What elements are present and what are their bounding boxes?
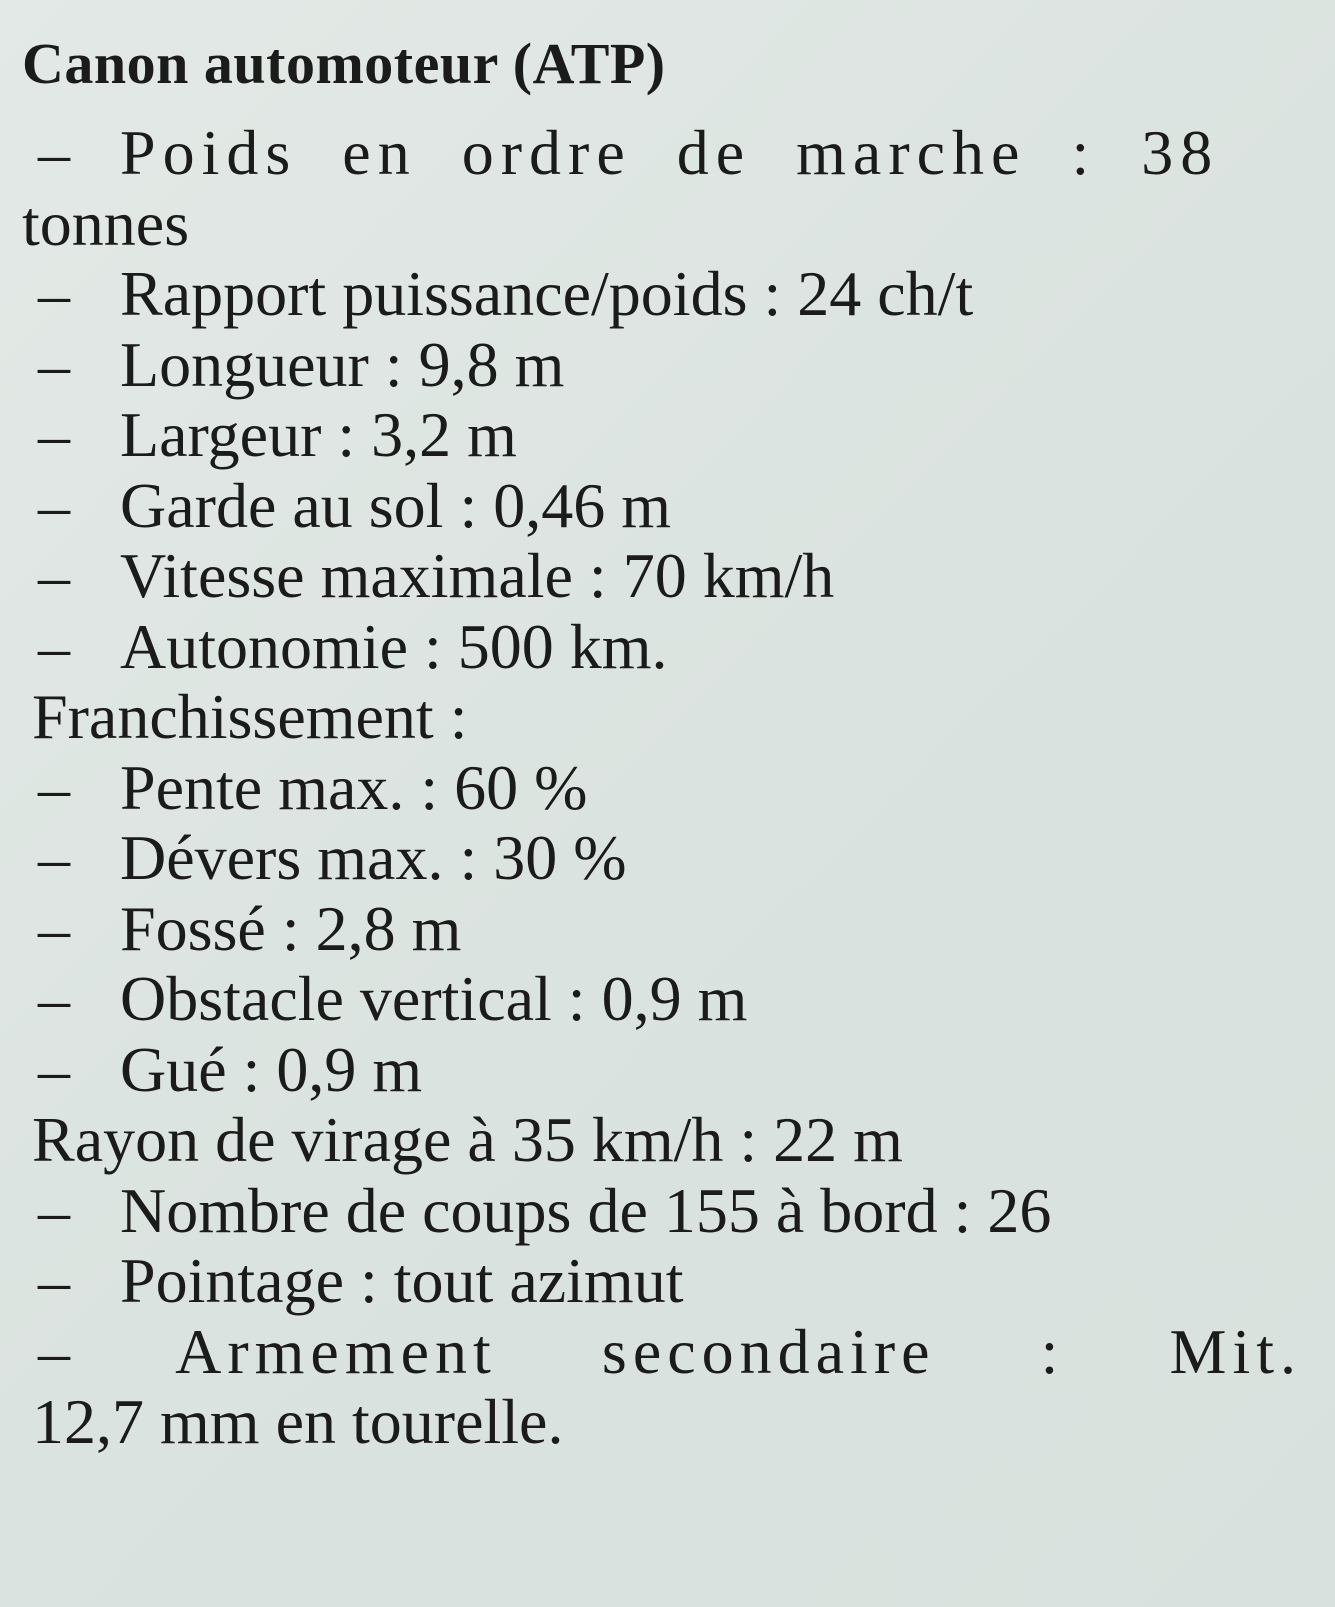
spec-rayon: Rayon de virage à 35 km/h : 22 m <box>32 1104 903 1175</box>
spec-pointage <box>22 1246 1312 1317</box>
list-dash: – <box>38 751 70 823</box>
spec-devers-text: Dévers max. : 30 % <box>120 822 627 893</box>
list-dash: – <box>38 610 70 682</box>
spec-armement-word-2: secondaire <box>601 1315 936 1387</box>
spec-largeur-text: Largeur : 3,2 m <box>120 399 517 470</box>
list-dash: – <box>38 1033 70 1105</box>
spec-garde-text: Garde au sol : 0,46 m <box>120 469 671 541</box>
spec-rapport-text: Rapport puissance/poids : 24 ch/t <box>120 258 974 329</box>
spec-armement-word-4: Mit. <box>1169 1315 1302 1387</box>
spec-fosse <box>22 894 1312 965</box>
spec-sheet <box>22 28 1312 1458</box>
spec-gue-text: Gué : 0,9 m <box>120 1033 423 1105</box>
spec-armement-continued: 12,7 mm en tourelle. <box>32 1386 564 1457</box>
spec-pente-text: Pente max. : 60 % <box>120 751 588 823</box>
list-dash: – <box>38 1315 70 1387</box>
spec-vitesse-text: Vitesse maximale : 70 km/h <box>120 540 835 611</box>
spec-poids-text: Poids en ordre de marche : 38 <box>120 117 1220 188</box>
spec-pointage-text: Pointage : tout azimut <box>120 1245 684 1316</box>
spec-poids-continued: tonnes <box>22 187 190 259</box>
spec-vitesse <box>22 541 1312 612</box>
spec-gue <box>22 1035 1312 1106</box>
spec-autonomie <box>22 612 1312 683</box>
list-dash: – <box>38 117 70 188</box>
spec-devers <box>22 823 1312 894</box>
spec-armement <box>22 1317 1302 1388</box>
spec-obstacle-text: Obstacle vertical : 0,9 m <box>120 963 748 1034</box>
list-dash: – <box>38 540 70 611</box>
list-dash: – <box>38 892 70 964</box>
spec-rapport <box>22 259 1312 330</box>
list-dash: – <box>38 328 70 400</box>
spec-pente <box>22 753 1312 824</box>
list-dash: – <box>38 1174 70 1246</box>
spec-armement-word-1: Armement <box>175 1315 497 1387</box>
list-dash: – <box>38 258 70 329</box>
spec-largeur <box>22 400 1312 471</box>
spec-garde <box>22 471 1312 542</box>
spec-obstacle <box>22 964 1312 1035</box>
list-dash: – <box>38 963 70 1034</box>
section-franchissement: Franchissement : <box>32 681 468 752</box>
list-dash: – <box>38 399 70 470</box>
list-dash: – <box>38 469 70 541</box>
spec-nombre <box>22 1176 1312 1247</box>
spec-longueur <box>22 330 1312 401</box>
list-dash: – <box>38 822 70 893</box>
spec-longueur-text: Longueur : 9,8 m <box>120 328 565 400</box>
spec-poids <box>22 118 1312 189</box>
page-title: Canon automoteur (ATP) <box>22 31 666 96</box>
spec-armement-word-3: : <box>1040 1315 1065 1387</box>
list-dash: – <box>38 1245 70 1316</box>
spec-fosse-text: Fossé : 2,8 m <box>120 892 462 964</box>
spec-nombre-text: Nombre de coups de 155 à bord : 26 <box>120 1174 1052 1246</box>
spec-autonomie-text: Autonomie : 500 km. <box>120 610 668 682</box>
